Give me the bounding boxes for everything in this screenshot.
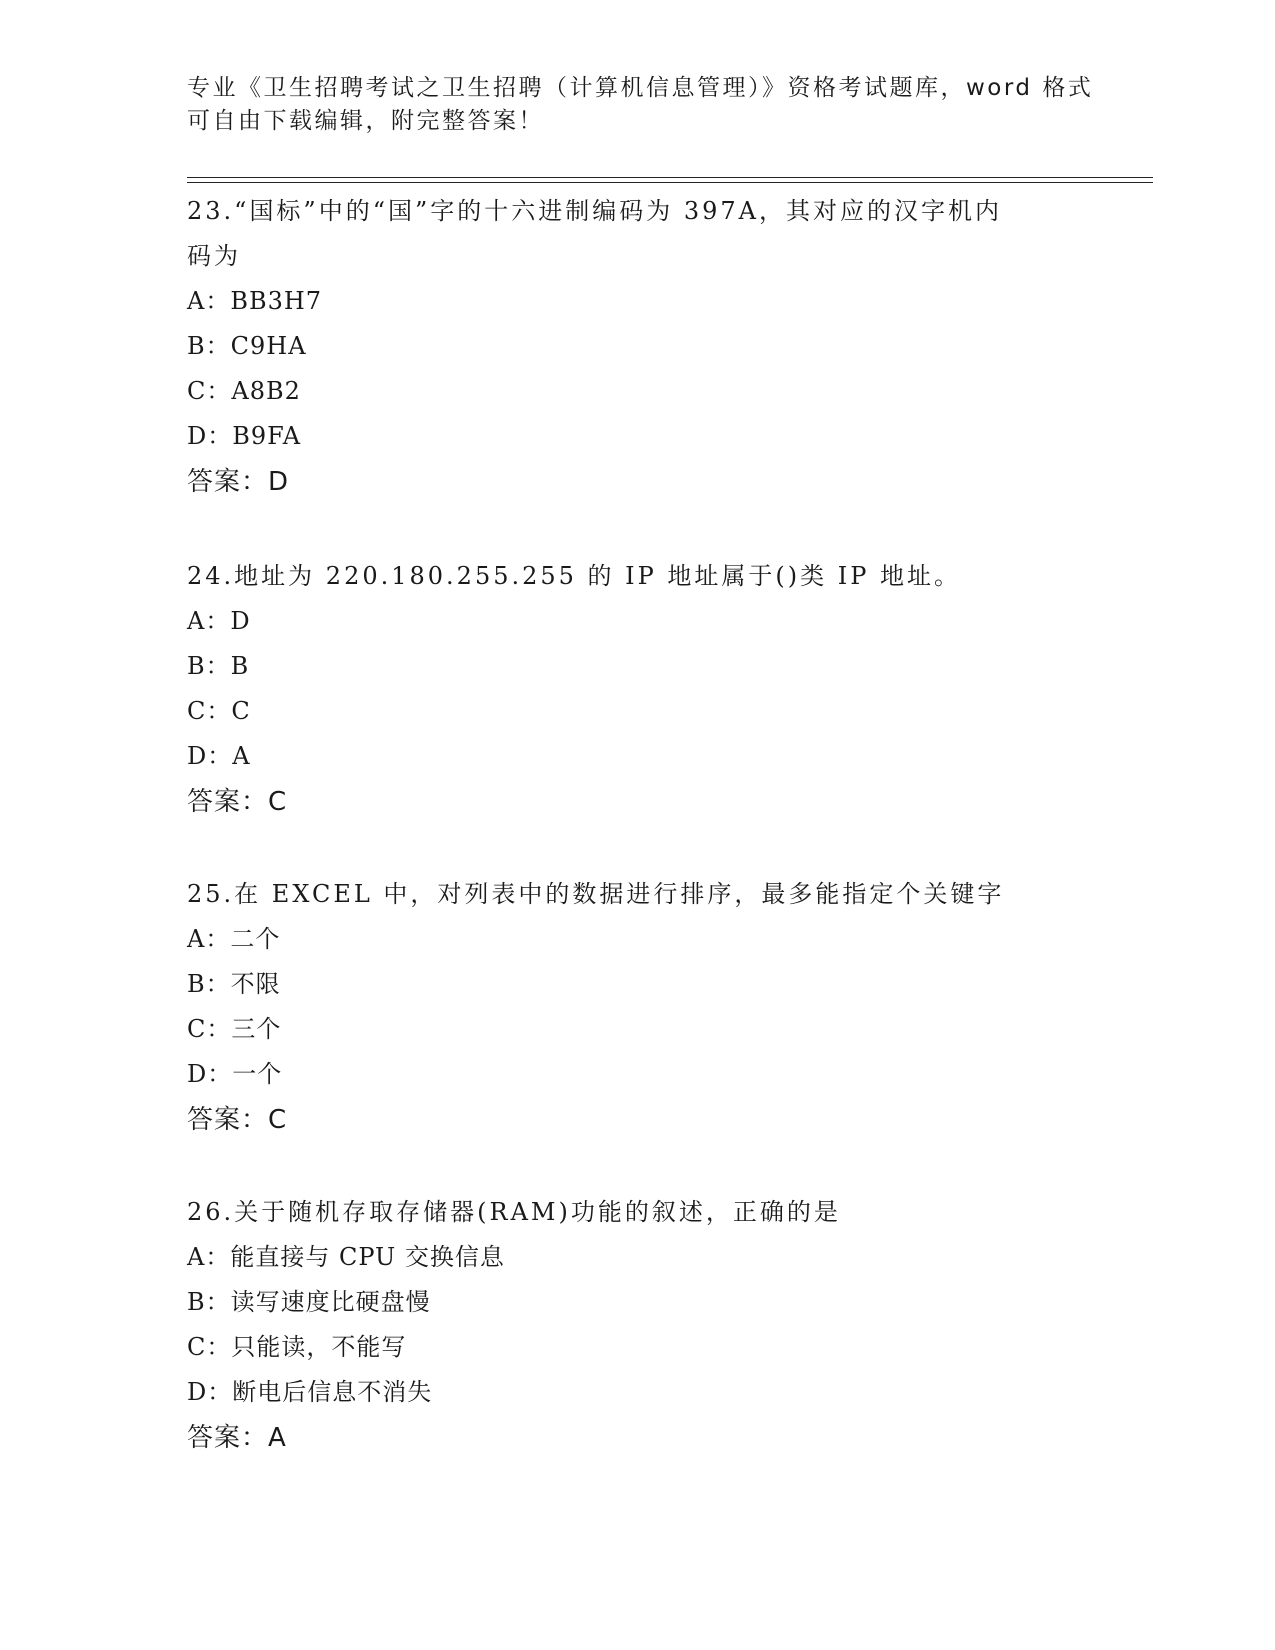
option-d: D：断电后信息不消失 xyxy=(187,1378,433,1406)
header-divider-top xyxy=(187,177,1153,178)
option-d: D：A xyxy=(187,742,251,770)
option-c: C：只能读，不能写 xyxy=(187,1333,407,1361)
option-a: A：D xyxy=(187,607,251,635)
option-b: B：读写速度比硬盘慢 xyxy=(187,1288,431,1316)
question-stem xyxy=(187,189,1087,279)
question-25 xyxy=(187,872,1087,1143)
question-stem-line: 23.“国标”中的“国”字的十六进制编码为 397A，其对应的汉字机内 xyxy=(187,197,1003,225)
header-line-1: 专业《卫生招聘考试之卫生招聘（计算机信息管理）》资格考试题库，word 格式 xyxy=(187,75,1094,101)
document-header xyxy=(187,72,1094,138)
answer: 答案：C xyxy=(187,787,288,817)
answer: 答案：A xyxy=(187,1423,287,1453)
option-b: B：C9HA xyxy=(187,332,307,360)
question-stem: 26.关于随机存取存储器(RAM)功能的叙述，正确的是 xyxy=(187,1198,841,1226)
option-a: A：二个 xyxy=(187,925,281,953)
option-d: D：B9FA xyxy=(187,422,302,450)
question-26 xyxy=(187,1190,1087,1461)
option-a: A：BB3H7 xyxy=(187,287,323,315)
question-stem-line: 码为 xyxy=(187,242,241,270)
option-d: D：一个 xyxy=(187,1060,283,1088)
question-23 xyxy=(187,189,1087,505)
answer: 答案：C xyxy=(187,1105,288,1135)
header-divider-bottom xyxy=(187,182,1153,183)
option-b: B：不限 xyxy=(187,970,281,998)
option-c: C：A8B2 xyxy=(187,377,301,405)
option-c: C：三个 xyxy=(187,1015,282,1043)
question-stem: 24.地址为 220.180.255.255 的 IP 地址属于()类 IP 地址。 xyxy=(187,562,962,590)
header-line-2: 可自由下载编辑，附完整答案！ xyxy=(187,108,544,134)
option-a: A：能直接与 CPU 交换信息 xyxy=(187,1243,505,1271)
option-b: B：B xyxy=(187,652,250,680)
question-24 xyxy=(187,554,1087,825)
answer: 答案：D xyxy=(187,467,290,497)
question-stem: 25.在 EXCEL 中，对列表中的数据进行排序，最多能指定个关键字 xyxy=(187,880,1005,908)
option-c: C：C xyxy=(187,697,251,725)
